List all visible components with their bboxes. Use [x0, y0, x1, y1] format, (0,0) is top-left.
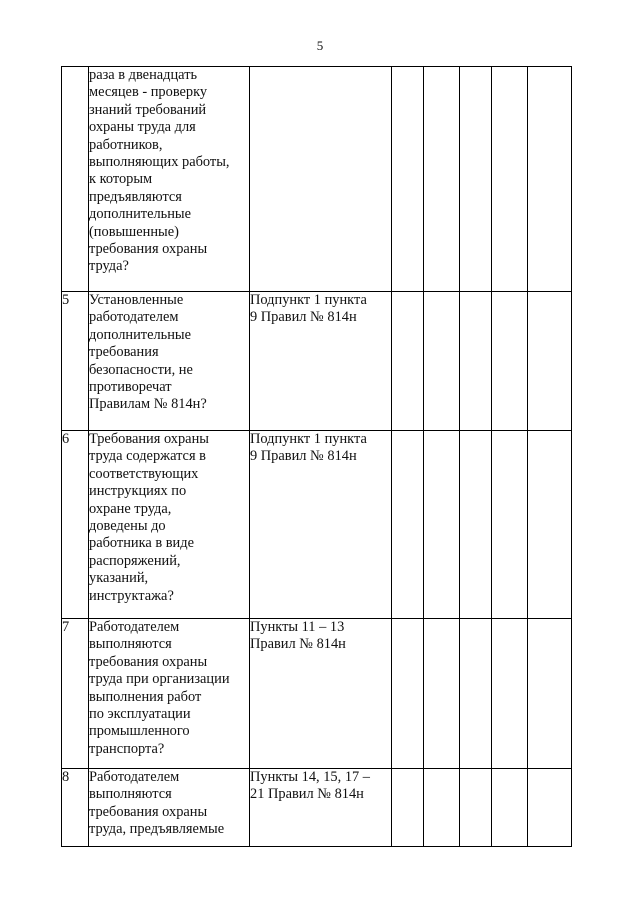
- answer-cell-extra: [492, 67, 528, 292]
- checklist-table: [61, 66, 572, 847]
- answer-cell-no: [424, 619, 460, 769]
- legal-reference: Подпункт 1 пункта 9 Правил № 814н: [250, 431, 367, 465]
- requirement-question: Требования охраны труда содержатся в соответствующих инструкциях по охране труда, доведены до работника в виде распоряжений, указаний, инструктажа?: [89, 431, 209, 604]
- answer-cell-yes: [392, 431, 424, 619]
- table-row: [62, 619, 572, 769]
- answer-cell-extra: [492, 292, 528, 431]
- answer-cell-na: [460, 67, 492, 292]
- answer-cell-extra: [492, 769, 528, 847]
- legal-reference: Пункты 14, 15, 17 – 21 Правил № 814н: [250, 769, 371, 803]
- answer-cell-no: [424, 292, 460, 431]
- answer-cell-extra: [492, 431, 528, 619]
- notes-cell: [528, 431, 572, 619]
- answer-cell-no: [424, 431, 460, 619]
- requirement-question: раза в двенадцать месяцев - проверку знаний требований охраны труда для работников, выполняющих работы, к которым предъявляются дополнительные (повышенные) требования охраны труда?: [89, 67, 230, 275]
- notes-cell: [528, 67, 572, 292]
- row-number: [62, 67, 89, 292]
- answer-cell-yes: [392, 292, 424, 431]
- notes-cell: [528, 292, 572, 431]
- answer-cell-yes: [392, 769, 424, 847]
- answer-cell-yes: [392, 67, 424, 292]
- legal-reference: Подпункт 1 пункта 9 Правил № 814н: [250, 292, 367, 326]
- table-row: [62, 431, 572, 619]
- answer-cell-yes: [392, 619, 424, 769]
- answer-cell-no: [424, 769, 460, 847]
- row-number: 6: [62, 431, 89, 619]
- row-number: 5: [62, 292, 89, 431]
- answer-cell-na: [460, 769, 492, 847]
- page-number: 5: [316, 38, 324, 53]
- answer-cell-no: [424, 67, 460, 292]
- row-number: 7: [62, 619, 89, 769]
- answer-cell-na: [460, 431, 492, 619]
- requirement-question: Работодателем выполняются требования охраны труда при организации выполнения работ по эксплуатации промышленного транспорта?: [89, 619, 230, 757]
- table-row: [62, 67, 572, 292]
- notes-cell: [528, 619, 572, 769]
- answer-cell-extra: [492, 619, 528, 769]
- row-number: 8: [62, 769, 89, 847]
- notes-cell: [528, 769, 572, 847]
- requirement-question: Установленные работодателем дополнительные требования безопасности, не противоречат Правилам № 814н?: [89, 292, 207, 413]
- answer-cell-na: [460, 292, 492, 431]
- answer-cell-na: [460, 619, 492, 769]
- requirement-question: Работодателем выполняются требования охраны труда, предъявляемые: [89, 769, 225, 838]
- table-row: [62, 769, 572, 847]
- table-row: [62, 292, 572, 431]
- legal-reference: Пункты 11 – 13 Правил № 814н: [250, 619, 346, 653]
